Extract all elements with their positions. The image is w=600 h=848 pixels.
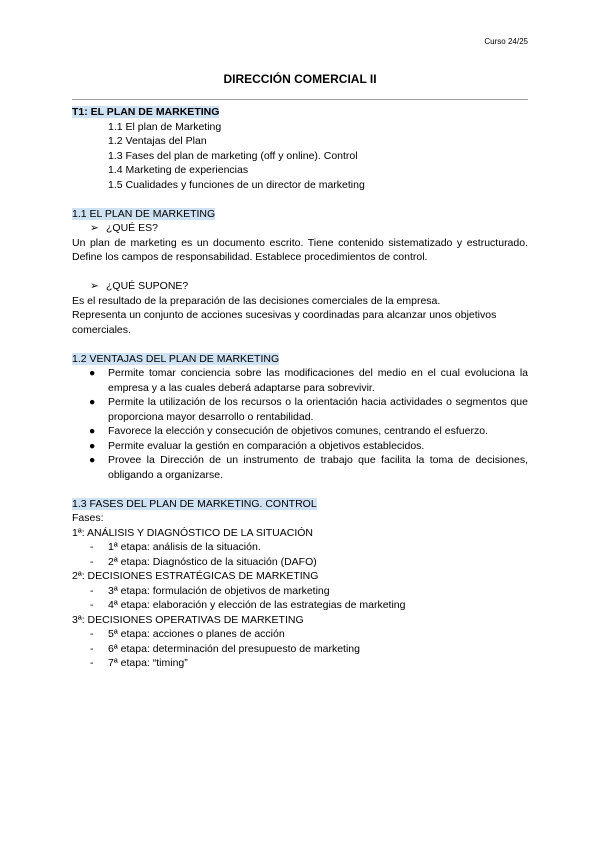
stage-item — [72, 555, 528, 570]
title-divider — [72, 99, 528, 100]
phase-title: 2ª: DECISIONES ESTRATÉGICAS DE MARKETING — [72, 570, 319, 582]
question-what-implies — [72, 279, 528, 294]
paragraph: Es el resultado de la preparación de las decisiones comerciales de la empresa. — [72, 294, 441, 307]
section-2-heading: 1.2 VENTAJAS DEL PLAN DE MARKETING — [72, 352, 280, 365]
stage-text: 2ª etapa: Diagnóstico de la situación (DAFO) — [108, 555, 317, 568]
dash-icon: - — [90, 584, 94, 597]
section-3-heading: 1.3 FASES DEL PLAN DE MARKETING. CONTROL — [72, 497, 317, 510]
stage-list — [72, 627, 528, 671]
list-item-text: Favorece la elección y consecución de objetivos comunes, centrando el esfuerzo. — [108, 425, 488, 437]
paragraph: Representa un conjunto de acciones sucesivas y coordinadas para alcanzar unos objetivos comerciales. — [72, 309, 497, 336]
toc-item: 1.4 Marketing de experiencias — [108, 164, 249, 176]
stage-item — [72, 642, 528, 657]
section-1-heading: 1.1 EL PLAN DE MARKETING — [72, 207, 216, 220]
bullet-icon: ● — [89, 367, 96, 379]
dash-icon: - — [90, 555, 94, 568]
list-item-text: Permite tomar conciencia sobre las modificaciones del medio en el cual evoluciona la empresa y a las cuales deberá adaptarse para sobrevivir. — [108, 367, 528, 394]
table-of-contents — [72, 120, 528, 193]
stage-text: 7ª etapa: “timing” — [108, 657, 188, 669]
toc-item: 1.1 El plan de Marketing — [108, 120, 222, 133]
bullet-icon: ● — [89, 425, 96, 437]
section-2-heading-row — [72, 352, 528, 367]
spacer — [72, 482, 528, 497]
dash-icon: - — [90, 628, 94, 640]
toc-item: 1.2 Ventajas del Plan — [108, 135, 207, 147]
stage-text: 3ª etapa: formulación de objetivos de marketing — [108, 584, 330, 597]
stage-list — [72, 584, 528, 613]
stage-text: 1ª etapa: análisis de la situación. — [108, 541, 261, 553]
question-label: ¿QUÉ SUPONE? — [106, 280, 189, 292]
stage-item — [72, 656, 528, 671]
stage-item — [72, 540, 528, 555]
document-body — [72, 105, 528, 671]
list-item — [72, 366, 528, 395]
list-item — [72, 424, 528, 439]
stage-item — [72, 584, 528, 599]
question-what-is — [72, 221, 528, 236]
question-label: ¿QUÉ ES? — [106, 222, 158, 234]
stage-item — [72, 627, 528, 642]
phase-title: 1ª: ANÁLISIS Y DIAGNÓSTICO DE LA SITUACIÓN — [72, 526, 313, 539]
paragraph: Un plan de marketing es un documento escrito. Tiene contenido sistematizado y estructurado. Define los campos de responsabilidad. Establece procedimientos de control. — [72, 236, 528, 263]
list-item-text: Permite evaluar la gestión en comparación a objetivos establecidos. — [108, 439, 425, 452]
stage-text: 6ª etapa: determinación del presupuesto de marketing — [108, 642, 360, 655]
list-item — [72, 453, 528, 482]
course-label: Curso 24/25 — [484, 37, 528, 46]
toc-item: 1.3 Fases del plan de marketing (off y online). Control — [108, 149, 358, 162]
spacer — [72, 337, 528, 352]
stage-text: 4ª etapa: elaboración y elección de las estrategias de marketing — [108, 599, 406, 611]
dash-icon: - — [90, 541, 94, 553]
list-item — [72, 395, 528, 424]
stage-text: 5ª etapa: acciones o planes de acción — [108, 628, 285, 640]
phases-intro: Fases: — [72, 512, 104, 524]
phase-title: 3ª: DECISIONES OPERATIVAS DE MARKETING — [72, 613, 304, 626]
topic-heading: T1: EL PLAN DE MARKETING — [72, 106, 220, 118]
toc-item: 1.5 Cualidades y funciones de un director de marketing — [108, 178, 365, 191]
topic-heading-row — [72, 105, 528, 120]
advantages-list — [72, 366, 528, 482]
stage-list — [72, 540, 528, 569]
bullet-icon: ● — [89, 396, 96, 408]
spacer — [72, 265, 528, 280]
section-3-heading-row — [72, 497, 528, 512]
list-item-text: Provee la Dirección de un instrumento de trabajo que facilita la toma de decisiones, obligando a organizarse. — [108, 454, 528, 481]
arrow-bullet-icon: ➢ — [90, 280, 99, 292]
list-item-text: Permite la utilización de los recursos o la orientación hacia actividades o segmentos que proporciona mayor desarrollo o rentabilidad. — [108, 396, 528, 423]
bullet-icon: ● — [89, 439, 96, 452]
section-1-heading-row — [72, 207, 528, 222]
spacer — [72, 192, 528, 207]
dash-icon: - — [90, 657, 94, 669]
dash-icon: - — [90, 642, 94, 655]
stage-item — [72, 598, 528, 613]
bullet-icon: ● — [89, 454, 96, 466]
list-item — [72, 439, 528, 454]
document-title: DIRECCIÓN COMERCIAL II — [223, 72, 377, 86]
arrow-bullet-icon: ➢ — [90, 222, 99, 234]
dash-icon: - — [90, 599, 94, 611]
